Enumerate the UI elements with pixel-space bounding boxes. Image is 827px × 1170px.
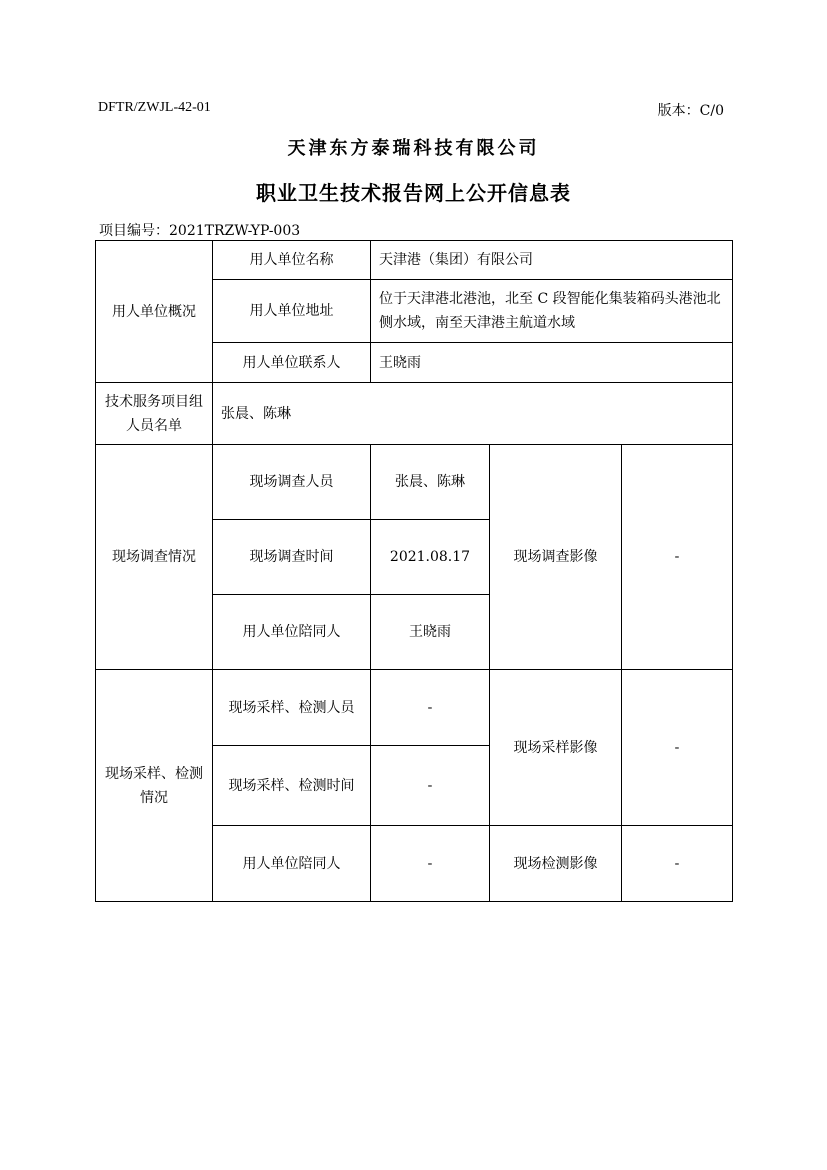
employer-address-value: 位于天津港北港池，北至 C 段智能化集装箱码头港池北侧水域，南至天津港主航道水域 <box>371 280 733 343</box>
company-name: 天津东方泰瑞科技有限公司 <box>287 138 540 159</box>
employer-contact-label: 用人单位联系人 <box>213 343 371 383</box>
survey-time-value: 2021.08.17 <box>371 520 490 595</box>
employer-address-label: 用人单位地址 <box>213 280 371 343</box>
sample-image-value: - <box>622 670 733 826</box>
survey-escort-value: 王晓雨 <box>371 595 490 670</box>
version-label: 版本：C/0 <box>657 103 724 119</box>
info-table <box>95 240 733 902</box>
team-label: 技术服务项目组人员名单 <box>96 383 213 445</box>
survey-image-value: - <box>622 445 733 670</box>
sampling-staff-label: 现场采样、检测人员 <box>213 670 371 746</box>
employer-section-label: 用人单位概况 <box>96 241 213 383</box>
team-value: 张晨、陈琳 <box>213 383 733 445</box>
sample-image-label: 现场采样影像 <box>490 670 622 826</box>
employer-name-label: 用人单位名称 <box>213 241 371 280</box>
sampling-section-label: 现场采样、检测情况 <box>96 670 213 902</box>
project-number: 项目编号：2021TRZW-YP-003 <box>99 223 301 239</box>
test-image-value: - <box>622 826 733 902</box>
sampling-escort-value: - <box>371 826 490 902</box>
survey-staff-value: 张晨、陈琳 <box>371 445 490 520</box>
test-image-label: 现场检测影像 <box>490 826 622 902</box>
document-code: DFTR/ZWJL-42-01 <box>98 100 211 115</box>
page-title: 职业卫生技术报告网上公开信息表 <box>256 181 571 205</box>
sampling-time-value: - <box>371 746 490 826</box>
survey-image-label: 现场调查影像 <box>490 445 622 670</box>
survey-time-label: 现场调查时间 <box>213 520 371 595</box>
employer-name-value: 天津港（集团）有限公司 <box>371 241 733 280</box>
sampling-escort-label: 用人单位陪同人 <box>213 826 371 902</box>
sampling-staff-value: - <box>371 670 490 746</box>
sampling-time-label: 现场采样、检测时间 <box>213 746 371 826</box>
survey-section-label: 现场调查情况 <box>96 445 213 670</box>
survey-staff-label: 现场调查人员 <box>213 445 371 520</box>
survey-escort-label: 用人单位陪同人 <box>213 595 371 670</box>
employer-contact-value: 王晓雨 <box>371 343 733 383</box>
